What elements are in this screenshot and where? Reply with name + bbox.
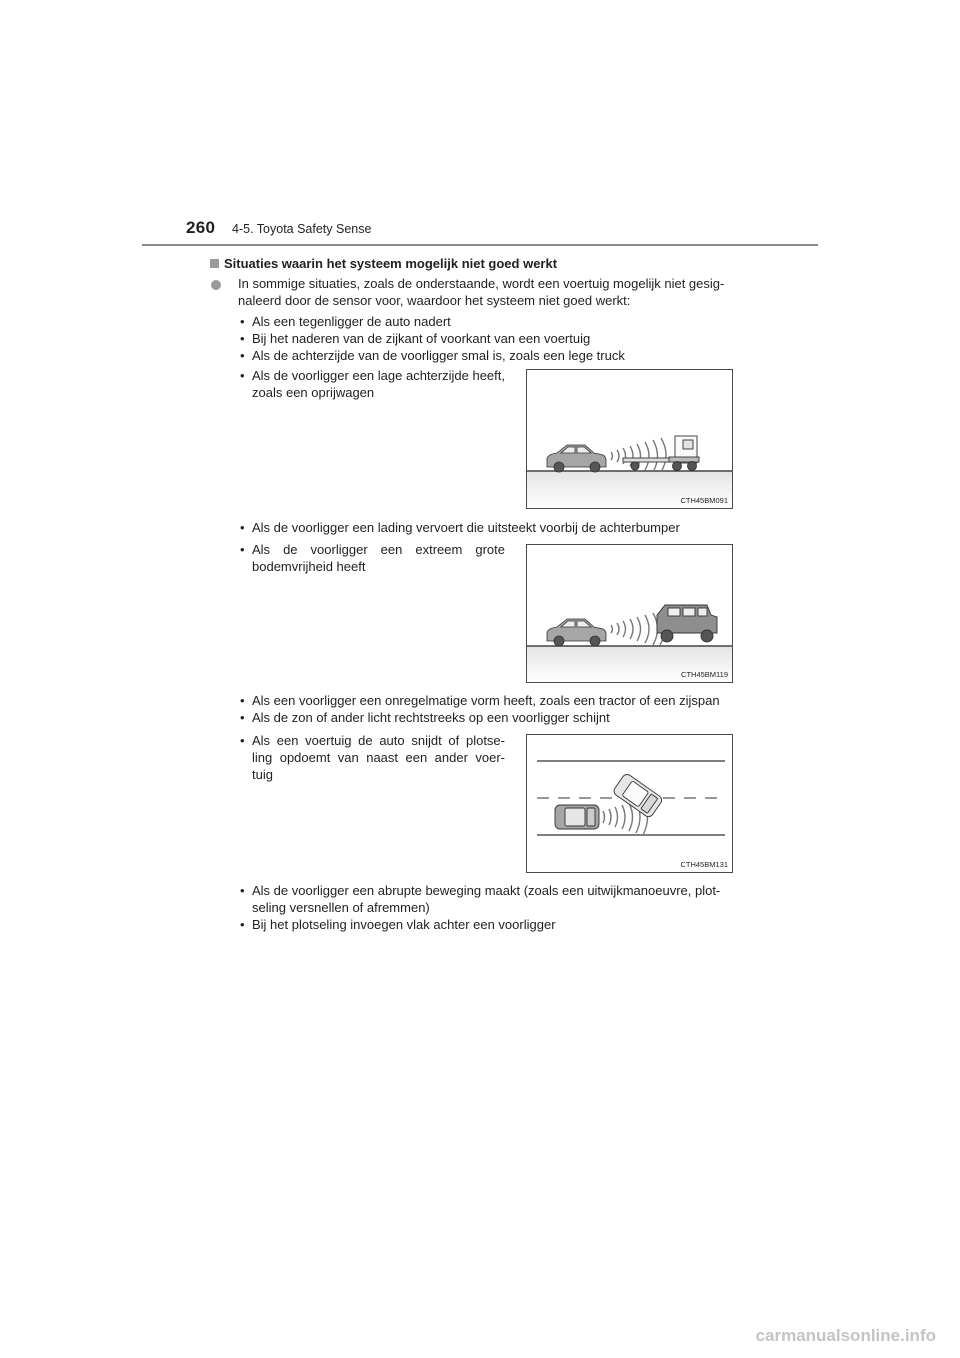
list-item: • Als de achterzijde van de voorligger smal is, zoals een lege truck	[240, 348, 625, 363]
list-item: • Bij het naderen van de zijkant of voorkant van een voertuig	[240, 331, 591, 346]
list-item-load: • Als de voorligger een lading vervoert die uitsteekt voorbij de achterbumper	[240, 520, 680, 535]
tow-truck-illustration	[527, 370, 732, 508]
square-bullet-icon	[210, 259, 219, 268]
section-title: 4-5. Toyota Safety Sense	[232, 222, 372, 236]
section-heading	[210, 256, 557, 271]
list-item: • Als een voorligger een onregelmatige vorm heeft, zoals een tractor of een zijspan	[240, 693, 720, 708]
watermark: carmanualsonline.info	[755, 1326, 936, 1345]
car-icon	[547, 619, 606, 646]
list-item-cut-in: • Als een voertuig de auto snijdt of plotse- ling opdoemt van naast een ander voer- tuig	[240, 733, 505, 782]
bullet-list-2	[240, 692, 720, 726]
figure-code: CTH45BM119	[681, 670, 728, 679]
list-item: • Als een tegenligger de auto nadert	[240, 314, 451, 329]
page-number: 260	[186, 218, 216, 237]
car-top-icon	[555, 805, 599, 829]
intro-paragraph: In sommige situaties, zoals de onderstaande, wordt een voertuig mogelijk niet gesig- naleerd door de sensor voor, waardoor het systeem niet goed werkt:	[238, 276, 725, 308]
figure-code: CTH45BM091	[680, 496, 728, 505]
bullet-list-1	[240, 313, 625, 364]
heading-text: Situaties waarin het systeem mogelijk niet goed werkt	[224, 256, 558, 271]
circle-bullet-icon	[211, 280, 221, 290]
car-top-icon	[612, 773, 663, 819]
cut-in-illustration	[527, 735, 732, 872]
list-item: • Als de zon of ander licht rechtstreeks op een voorligger schijnt	[240, 710, 610, 725]
figure-suv	[526, 544, 733, 683]
car-icon	[547, 445, 606, 472]
list-item: • Bij het plotseling invoegen vlak achter een voorligger	[240, 917, 556, 932]
tow-truck-icon	[623, 436, 699, 471]
list-item-clearance: • Als de voorligger een extreem grote bodemvrijheid heeft	[240, 542, 505, 574]
bullet-list-3	[240, 882, 750, 933]
header-divider	[142, 244, 818, 246]
list-item: • Als de voorligger een abrupte beweging maakt (zoals een uitwijkmanoeuvre, plot- seling versnellen of afremmen)	[240, 883, 721, 915]
suv-illustration	[527, 545, 732, 682]
list-item-low-rear: • Als de voorligger een lage achterzijde heeft, zoals een oprijwagen	[240, 368, 505, 400]
figure-tow-truck	[526, 369, 733, 509]
figure-cut-in	[526, 734, 733, 873]
figure-code: CTH45BM131	[680, 860, 728, 869]
suv-icon	[657, 605, 717, 642]
